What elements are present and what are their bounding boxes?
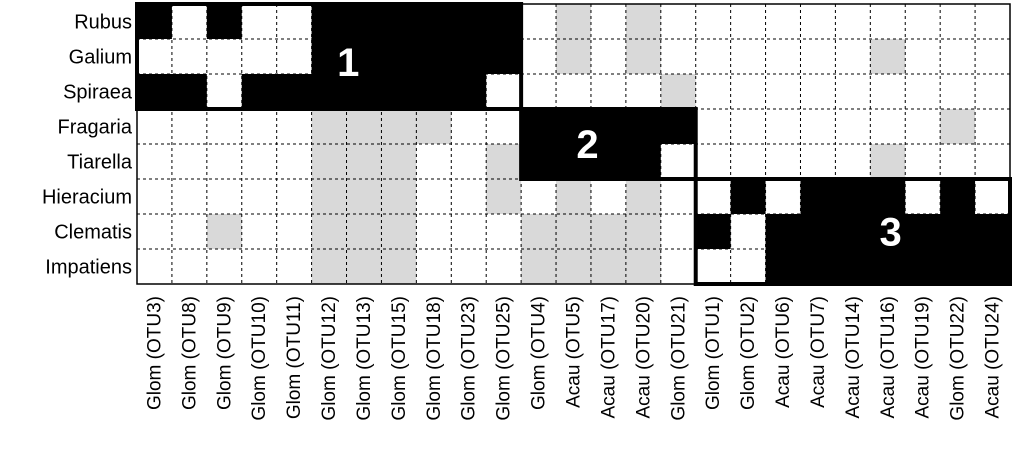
heatmap-cell <box>486 179 521 215</box>
heatmap-cell <box>416 39 451 75</box>
heatmap-cell <box>591 39 626 75</box>
heatmap-cell <box>207 109 242 145</box>
heatmap-cell <box>766 214 801 250</box>
column-label: Glom (OTU18) <box>423 296 445 421</box>
heatmap-cell <box>381 144 416 180</box>
heatmap-cell <box>137 4 172 40</box>
row-label: Rubus <box>74 11 132 34</box>
heatmap-cell <box>277 144 312 180</box>
column-label: Glom (OTU2) <box>738 296 760 410</box>
heatmap-cell <box>556 39 591 75</box>
heatmap-cell <box>347 109 382 145</box>
heatmap-cell <box>800 39 835 75</box>
heatmap-cell <box>347 214 382 250</box>
heatmap-cell <box>940 4 975 40</box>
module-label: 2 <box>576 123 599 167</box>
heatmap-cell <box>207 74 242 110</box>
heatmap-cell <box>277 4 312 40</box>
heatmap-cell <box>661 179 696 215</box>
heatmap-cell <box>940 179 975 215</box>
row-label: Spiraea <box>63 81 132 104</box>
heatmap-cell <box>661 4 696 40</box>
heatmap-cell <box>451 144 486 180</box>
heatmap-cell <box>451 179 486 215</box>
heatmap-cell <box>975 144 1010 180</box>
column-label: Glom (OTU4) <box>528 296 550 410</box>
heatmap-cell <box>416 74 451 110</box>
row-label: Impatiens <box>45 256 132 279</box>
heatmap-cell <box>940 74 975 110</box>
heatmap-cell <box>486 249 521 285</box>
heatmap-cell <box>381 4 416 40</box>
column-label: Acau (OTU7) <box>807 296 829 408</box>
heatmap-cell <box>486 109 521 145</box>
heatmap-cell <box>661 39 696 75</box>
heatmap-cell <box>696 144 731 180</box>
heatmap-cell <box>975 109 1010 145</box>
heatmap-cell <box>766 74 801 110</box>
heatmap-cell <box>870 4 905 40</box>
heatmap-cell <box>556 249 591 285</box>
row-labels <box>42 12 133 279</box>
heatmap-cell <box>486 74 521 110</box>
heatmap-cell <box>940 109 975 145</box>
heatmap-cell <box>381 214 416 250</box>
heatmap-cell <box>137 179 172 215</box>
column-label: Acau (OTU19) <box>912 295 934 419</box>
column-label: Glom (OTU25) <box>493 296 515 421</box>
heatmap-cell <box>451 109 486 145</box>
column-label: Acau (OTU20) <box>633 296 655 419</box>
heatmap-cell <box>312 214 347 250</box>
heatmap-cell <box>172 109 207 145</box>
row-label: Fragaria <box>57 116 132 139</box>
heatmap-cell <box>451 74 486 110</box>
heatmap-cell <box>172 249 207 285</box>
heatmap-cell <box>661 74 696 110</box>
heatmap-cell <box>696 39 731 75</box>
heatmap-cell <box>242 249 277 285</box>
heatmap-cell <box>905 39 940 75</box>
heatmap-cell <box>626 74 661 110</box>
heatmap-cell <box>137 74 172 110</box>
heatmap-cell <box>661 144 696 180</box>
heatmap-cell <box>172 4 207 40</box>
heatmap-cell <box>696 179 731 215</box>
heatmap-cell <box>591 74 626 110</box>
heatmap-cell <box>277 109 312 145</box>
heatmap-cell <box>731 74 766 110</box>
heatmap-cell <box>800 249 835 285</box>
heatmap-cell <box>312 144 347 180</box>
heatmap-cell <box>416 109 451 145</box>
heatmap-cell <box>242 109 277 145</box>
heatmap-cell <box>870 39 905 75</box>
column-label: Acau (OTU16) <box>877 296 899 419</box>
heatmap-cell <box>521 249 556 285</box>
heatmap-cell <box>521 109 556 145</box>
heatmap-cell <box>451 39 486 75</box>
column-label: Glom (OTU22) <box>947 296 969 421</box>
heatmap-cell <box>696 4 731 40</box>
heatmap-cell <box>835 4 870 40</box>
heatmap-cell <box>381 109 416 145</box>
heatmap-cell <box>172 39 207 75</box>
heatmap-cell <box>207 39 242 75</box>
heatmap-cell <box>626 249 661 285</box>
heatmap-cell <box>451 249 486 285</box>
heatmap-cell <box>940 249 975 285</box>
heatmap-cell <box>556 214 591 250</box>
heatmap-cell <box>381 179 416 215</box>
heatmap-cell <box>626 109 661 145</box>
column-labels <box>144 296 1003 421</box>
heatmap-cell <box>591 4 626 40</box>
heatmap-cell <box>975 249 1010 285</box>
heatmap-cell <box>521 214 556 250</box>
heatmap-cell <box>731 144 766 180</box>
heatmap-cell <box>172 214 207 250</box>
heatmap-cell <box>312 4 347 40</box>
heatmap-cell <box>242 4 277 40</box>
heatmap-cell <box>835 179 870 215</box>
heatmap-cell <box>381 249 416 285</box>
heatmap-cell <box>905 4 940 40</box>
heatmap-cell <box>486 144 521 180</box>
heatmap-cell <box>870 179 905 215</box>
column-label: Acau (OTU5) <box>563 296 585 408</box>
heatmap-cell <box>835 249 870 285</box>
heatmap-cell <box>766 144 801 180</box>
heatmap-cell <box>975 74 1010 110</box>
heatmap-cell <box>416 249 451 285</box>
column-label: Glom (OTU13) <box>353 296 375 421</box>
heatmap-cell <box>137 214 172 250</box>
heatmap-cell <box>556 74 591 110</box>
heatmap-cell <box>312 249 347 285</box>
heatmap-cell <box>416 179 451 215</box>
heatmap-cell <box>835 74 870 110</box>
heatmap-cell <box>242 179 277 215</box>
heatmap-cell <box>800 144 835 180</box>
heatmap-cell <box>661 214 696 250</box>
heatmap-cell <box>521 74 556 110</box>
heatmap-cell <box>137 39 172 75</box>
column-label: Glom (OTU8) <box>179 296 201 410</box>
column-label: Glom (OTU12) <box>319 296 341 421</box>
column-label: Glom (OTU3) <box>144 296 166 410</box>
heatmap-cell <box>661 109 696 145</box>
heatmap-cell <box>556 179 591 215</box>
heatmap-cell <box>486 214 521 250</box>
heatmap-cell <box>661 249 696 285</box>
heatmap-cell <box>347 144 382 180</box>
heatmap-cell <box>975 4 1010 40</box>
heatmap-cell <box>591 179 626 215</box>
heatmap-cell <box>556 4 591 40</box>
heatmap-cell <box>905 179 940 215</box>
heatmap-cell <box>696 249 731 285</box>
column-label: Glom (OTU11) <box>284 296 306 420</box>
heatmap-cell <box>416 214 451 250</box>
heatmap-cell <box>766 179 801 215</box>
column-label: Acau (OTU17) <box>598 296 620 419</box>
heatmap-cell <box>242 214 277 250</box>
heatmap-cell <box>731 39 766 75</box>
heatmap-cell <box>731 4 766 40</box>
row-label: Galium <box>68 46 132 69</box>
heatmap-cell <box>905 144 940 180</box>
heatmap-cell <box>870 144 905 180</box>
heatmap-cell <box>451 214 486 250</box>
heatmap-cell <box>870 74 905 110</box>
heatmap-cell <box>835 109 870 145</box>
heatmap-cell <box>800 4 835 40</box>
heatmap-cell <box>940 144 975 180</box>
heatmap-cell <box>416 144 451 180</box>
heatmap-cell <box>312 109 347 145</box>
heatmap-cell <box>870 109 905 145</box>
heatmap-cell <box>731 214 766 250</box>
heatmap-cell <box>835 39 870 75</box>
heatmap-cell <box>905 249 940 285</box>
module-label: 3 <box>879 210 902 255</box>
heatmap-cell <box>172 179 207 215</box>
heatmap-cell <box>591 214 626 250</box>
heatmap-cell <box>137 144 172 180</box>
heatmap-cell <box>207 214 242 250</box>
column-label: Glom (OTU15) <box>388 296 410 421</box>
heatmap-cell <box>766 4 801 40</box>
heatmap-cell <box>940 214 975 250</box>
heatmap-cell <box>137 249 172 285</box>
heatmap-cell <box>172 144 207 180</box>
heatmap-cell <box>696 214 731 250</box>
column-label: Glom (OTU9) <box>214 296 236 410</box>
column-label: Acau (OTU14) <box>842 296 864 419</box>
heatmap-cell <box>347 4 382 40</box>
heatmap-cell <box>521 144 556 180</box>
heatmap-cell <box>172 74 207 110</box>
heatmap-cell <box>731 109 766 145</box>
heatmap-cell <box>905 109 940 145</box>
heatmap-cell <box>800 214 835 250</box>
heatmap-cell <box>905 214 940 250</box>
column-label: Acau (OTU6) <box>773 296 795 408</box>
heatmap-cell <box>696 109 731 145</box>
column-label: Glom (OTU10) <box>249 296 271 421</box>
heatmap-cell <box>521 39 556 75</box>
row-label: Hieracium <box>41 186 132 209</box>
heatmap-cell <box>207 249 242 285</box>
heatmap-cell <box>416 4 451 40</box>
heatmap-cell <box>766 109 801 145</box>
heatmap-cell <box>381 74 416 110</box>
heatmap-cell <box>591 249 626 285</box>
heatmap-cell <box>975 214 1010 250</box>
heatmap-cell <box>835 214 870 250</box>
row-label: Clematis <box>54 221 132 244</box>
heatmap-cell <box>277 214 312 250</box>
heatmap-cell <box>731 249 766 285</box>
heatmap-cell <box>626 4 661 40</box>
heatmap-cell <box>312 179 347 215</box>
column-label: Glom (OTU1) <box>703 296 725 410</box>
column-label: Glom (OTU21) <box>668 296 690 421</box>
heatmap-cell <box>626 179 661 215</box>
heatmap-cell <box>626 144 661 180</box>
heatmap-cell <box>835 144 870 180</box>
module-label: 1 <box>337 40 360 85</box>
heatmap-cell <box>242 144 277 180</box>
heatmap-cell <box>905 74 940 110</box>
column-label: Acau (OTU24) <box>982 296 1004 419</box>
column-label: Glom (OTU23) <box>458 296 480 421</box>
heatmap-cell <box>277 74 312 110</box>
heatmap-cell <box>207 144 242 180</box>
heatmap-cell <box>975 179 1010 215</box>
heatmap-cell <box>486 4 521 40</box>
heatmap-cell <box>207 4 242 40</box>
heatmap-cell <box>940 39 975 75</box>
heatmap-cell <box>137 109 172 145</box>
heatmap-cell <box>242 74 277 110</box>
heatmap-cell <box>766 249 801 285</box>
heatmap-cell <box>766 39 801 75</box>
heatmap-cell <box>800 179 835 215</box>
heatmap-cell <box>486 39 521 75</box>
heatmap-cell <box>347 179 382 215</box>
heatmap-cell <box>800 74 835 110</box>
row-label: Tiarella <box>67 151 132 174</box>
heatmap-cell <box>347 249 382 285</box>
heatmap-cell <box>696 74 731 110</box>
heatmap-cell <box>277 249 312 285</box>
heatmap-cell <box>626 39 661 75</box>
heatmap-cell <box>800 109 835 145</box>
heatmap-cell <box>277 179 312 215</box>
heatmap-cell <box>731 179 766 215</box>
heatmap-cell <box>207 179 242 215</box>
heatmap-cell <box>521 179 556 215</box>
heatmap-cell <box>242 39 277 75</box>
heatmap-cell <box>975 39 1010 75</box>
heatmap-cell <box>451 4 486 40</box>
heatmap-cell <box>381 39 416 75</box>
heatmap-cell <box>626 214 661 250</box>
heatmap-cell <box>521 4 556 40</box>
heatmap-cell <box>277 39 312 75</box>
